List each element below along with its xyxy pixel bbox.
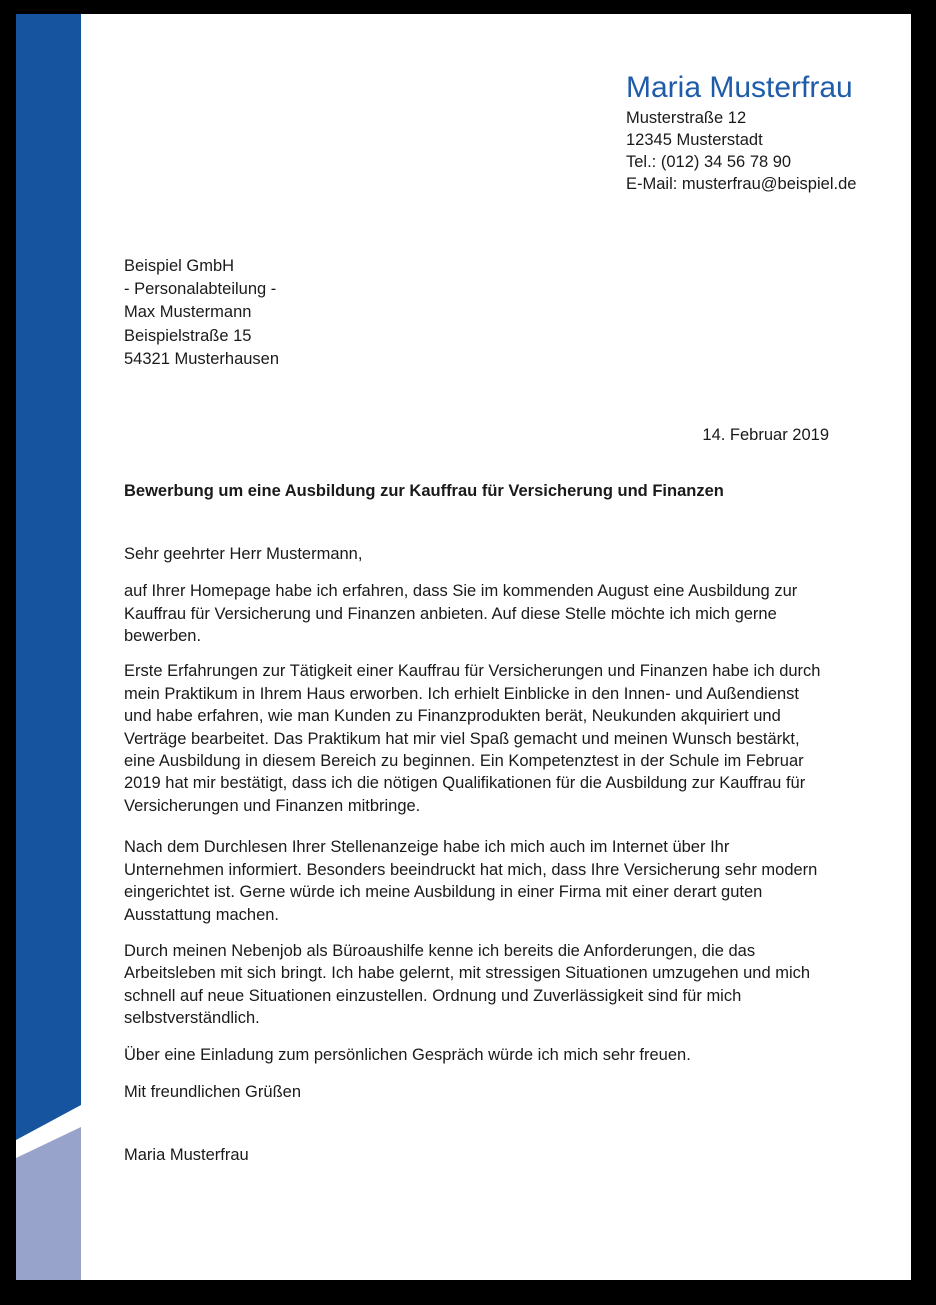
letter-page bbox=[16, 14, 911, 1280]
side-stripe-decoration bbox=[16, 14, 81, 1280]
sender-phone: Tel.: (012) 34 56 78 90 bbox=[626, 153, 792, 171]
recipient-block bbox=[124, 255, 279, 371]
sender-street: Musterstraße 12 bbox=[626, 109, 747, 127]
recipient-company: Beispiel GmbH bbox=[124, 257, 235, 275]
sender-city: 12345 Musterstadt bbox=[626, 131, 763, 149]
recipient-department: - Personalabteilung - bbox=[124, 280, 277, 299]
body-paragraph: Erste Erfahrungen zur Tätigkeit einer Kauffrau für Versicherungen und Finanzen habe ich durch mein Praktikum in Ihrem Haus erworben. Ich erhielt Einblicke in den Innen- und Außendienst und habe erfahren, wie man Kunden zu Finanzprodukten berät, Neukunden akquiriert und Verträge bearbeitet. Das Praktikum hat mir viel Spaß gemacht und meinen Wunsch bestärkt, eine Ausbildung in diesem Bereich zu beginnen. Ein Kompetenztest in der Schule im Februar 2019 hat mir bestätigt, dass ich die nötigen Qualifikationen für die Ausbildung zur Kauffrau für Versicherungen und Finanzen mitbringe. bbox=[124, 662, 821, 815]
recipient-city: 54321 Musterhausen bbox=[124, 349, 280, 368]
body-paragraph: auf Ihrer Homepage habe ich erfahren, dass Sie im kommenden August eine Ausbildung zur Kauffrau für Versicherung und Finanzen anbieten. Auf diese Stelle möchte ich mich gerne bewerben. bbox=[124, 582, 798, 646]
body-paragraph: Nach dem Durchlesen Ihrer Stellenanzeige habe ich mich auch im Internet über Ihr Unternehmen informiert. Besonders beeindruckt hat mich, dass Ihre Versicherung sehr modern eingerichtet ist. Gerne würde ich meine Ausbildung in einer Firma mit einer derart guten Ausstattung machen. bbox=[124, 838, 818, 924]
body-paragraph: Durch meinen Nebenjob als Büroaushilfe kenne ich bereits die Anforderungen, die das Arbeitsleben mit sich bringt. Ich habe gelernt, mit stressigen Situationen umzugehen und mich schnell auf neue Situationen einzustellen. Ordnung und Zuverlässigkeit sind für mich selbstverständlich. bbox=[124, 941, 811, 1028]
body-paragraph: Über eine Einladung zum persönlichen Gespräch würde ich mich sehr freuen. bbox=[124, 1045, 691, 1064]
sender-name: Maria Musterfrau bbox=[626, 71, 853, 104]
closing-formula: Mit freundlichen Grüßen bbox=[124, 1082, 301, 1101]
salutation: Sehr geehrter Herr Mustermann, bbox=[124, 544, 363, 563]
sender-email: E-Mail: musterfrau@beispiel.de bbox=[626, 175, 857, 193]
subject-line: Bewerbung um eine Ausbildung zur Kauffrau für Versicherung und Finanzen bbox=[124, 482, 724, 501]
recipient-contact-name: Max Mustermann bbox=[124, 303, 252, 322]
signature-name: Maria Musterfrau bbox=[124, 1146, 249, 1165]
stripe-dark-blue-segment bbox=[16, 14, 81, 1280]
recipient-street: Beispielstraße 15 bbox=[124, 326, 252, 345]
letter-date: 14. Februar 2019 bbox=[702, 426, 829, 444]
sender-block bbox=[626, 71, 896, 195]
letter-body bbox=[124, 424, 829, 1167]
